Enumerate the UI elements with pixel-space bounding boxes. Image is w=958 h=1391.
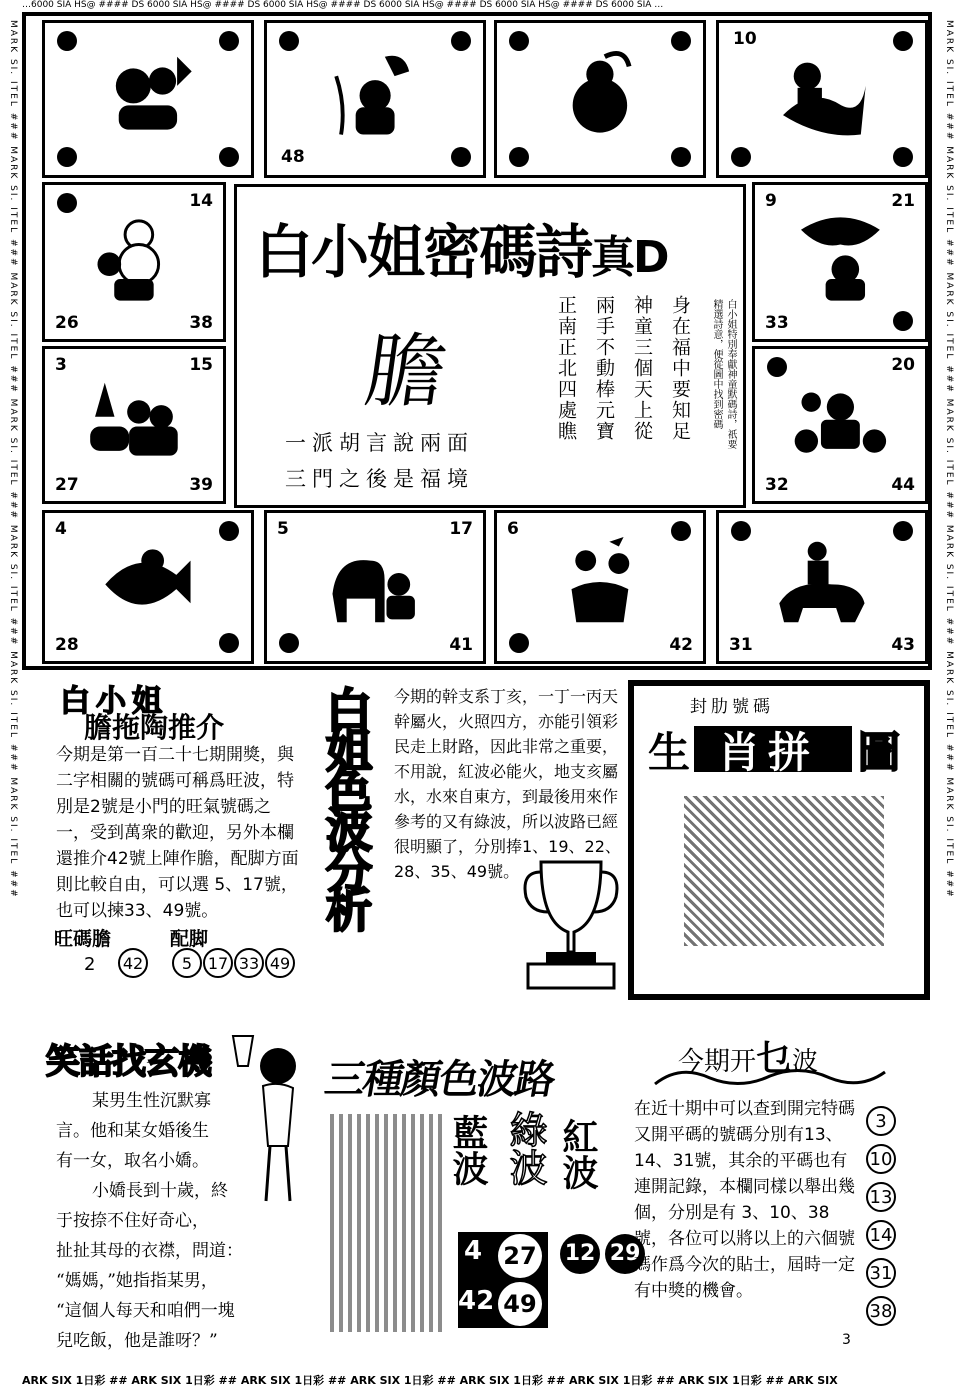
- number-ball-icon: [731, 521, 751, 541]
- number-ball-icon: [57, 31, 77, 51]
- zodiac-title-right: 圖: [858, 728, 901, 777]
- this-issue-title-pre: 今期开: [678, 1047, 757, 1077]
- tile-number-tr: 21: [891, 191, 915, 211]
- tile-r1c3: [494, 20, 706, 178]
- number-ball-icon: [279, 31, 299, 51]
- this-issue-number: 13: [866, 1182, 896, 1212]
- tile-number-br: 42: [669, 635, 693, 655]
- color-wave-title: 白姐色波分析: [319, 686, 373, 926]
- blue-number: 42: [458, 1286, 495, 1316]
- tile-r4c3: [494, 510, 706, 664]
- verse-column-4: 正南正北四處瞧: [555, 295, 577, 442]
- dan-heading-ghost: 白小姐: [60, 684, 168, 719]
- this-issue-number: 31: [866, 1258, 896, 1288]
- red-number-list: [560, 1234, 645, 1284]
- zodiac-ghost-title: 封肋號碼: [690, 697, 774, 717]
- blue-green-number-box: [458, 1232, 548, 1328]
- tile-r2c1: [42, 182, 226, 342]
- verse-column-2: 神童三個天上從: [631, 295, 653, 442]
- tile-r4c4: [716, 510, 928, 664]
- tile-number-tr: 14: [189, 191, 213, 211]
- child-with-crane-illustration: [306, 47, 444, 144]
- key-character: 膽: [359, 325, 453, 418]
- number-ball-icon: [893, 311, 913, 331]
- this-issue-title-post: 波: [792, 1047, 819, 1077]
- this-issue-number-list: [866, 1106, 896, 1334]
- note-column-1: 白小姐特別奉獻神童默碼詩，祇要: [725, 299, 736, 449]
- this-issue-body: 在近十期中可以查到開完特碼又開平碼的號碼分別有13、14、31號，其余的平碼也有連開記錄，本欄同樣以舉出幾個，分別是有 3、10、38號，各位可以將以上的六個號碼作爲今次的貼士，屆時一定有中獎的機會。: [634, 1099, 855, 1301]
- top-border-strip: …6000 SIA HS@ #### DS 6000 SIA HS@ #### DS 6000 SIA HS@ #### DS 6000 SIA HS@ #### DS 6000 SIA HS@ #### DS 6000 SIA …: [22, 0, 664, 10]
- tile-number-tr: 20: [891, 355, 915, 375]
- red-wave-label: 紅波: [557, 1118, 599, 1190]
- tile-number-tr: 15: [189, 355, 213, 375]
- pei-number-circle: 49: [265, 948, 295, 978]
- child-riding-ox-illustration: [756, 537, 888, 632]
- joke-line: 某男生性沉默寡: [92, 1091, 211, 1111]
- joke-title: 笑話找玄機: [46, 1042, 211, 1082]
- tile-r3c1: [42, 346, 226, 504]
- tile-number-br: 43: [891, 635, 915, 655]
- tile-number-tl: 5: [277, 519, 289, 539]
- number-ball-icon: [671, 31, 691, 51]
- verse-column-1: 身在福中要知足: [669, 295, 691, 442]
- joke-line: “媽媽，”她指指某男，: [56, 1271, 218, 1291]
- number-ball-icon: [509, 147, 529, 167]
- number-ball-icon: [279, 633, 299, 653]
- children-with-treasure-illustration: [77, 373, 191, 470]
- tile-number-br: 38: [189, 313, 213, 333]
- page-title: [255, 205, 668, 289]
- number-ball-icon: [893, 521, 913, 541]
- illustration-frame: [22, 12, 932, 670]
- tile-number-tl: 10: [733, 29, 757, 49]
- tile-r1c4: [716, 20, 928, 178]
- child-under-tree-illustration: [786, 210, 895, 309]
- child-among-flowers-illustration: [786, 373, 895, 470]
- tile-number-tl: 6: [507, 519, 519, 539]
- ornament-divider-icon: [650, 1064, 890, 1090]
- zodiac-title-left: 生: [648, 728, 691, 777]
- tile-number-tl: 3: [55, 355, 67, 375]
- tile-number-br: 39: [189, 475, 213, 495]
- dan-label: 旺碼膽: [54, 928, 112, 950]
- tile-r4c1: [42, 510, 254, 664]
- dan-heading: 膽拖陶推介: [84, 711, 225, 744]
- blue-number: 4: [464, 1236, 483, 1266]
- children-with-kite-illustration: [82, 47, 214, 144]
- joke-line: “這個人每天和咱們一塊: [56, 1301, 235, 1321]
- joke-line: 扯扯其母的衣襟，問道：: [56, 1241, 243, 1261]
- dan-number-list: [118, 948, 149, 978]
- color-wave-body: 今期的幹支系丁亥，一丁一丙天幹屬火，火照四方，亦能引領彩民走上財路，因此非常之重要，不用說，紅波必能火，地支亥屬水，水來自東方，到最後用來作參考的又有綠波，所以波路已經很明顯了，分別捧1、19、22、28、35、49號。: [394, 687, 621, 881]
- this-issue-title-mid: 乜: [756, 1037, 793, 1079]
- number-ball-icon: [219, 521, 239, 541]
- bottom-border-strip: ARK SIX 1日彩 ## ARK SIX 1日彩 ## ARK SIX 1日彩 ## ARK SIX 1日彩 ## ARK SIX 1日彩 ## ARK SIX 1日彩 ## ARK SIX 1日彩 ## ARK SIX: [22, 1374, 838, 1387]
- title-main: 白小姐密碼詩: [255, 218, 592, 286]
- child-with-fish-illustration: [82, 537, 214, 632]
- pei-number-circle: 33: [234, 948, 264, 978]
- tile-number-br: 41: [449, 635, 473, 655]
- green-number: 27: [498, 1234, 542, 1278]
- poem-panel: [234, 184, 746, 508]
- this-issue-number: 10: [866, 1144, 896, 1174]
- red-number: 29: [605, 1234, 645, 1274]
- tile-number-bl: 33: [765, 313, 789, 333]
- three-colors-title: 三種顏色波路: [321, 1056, 558, 1103]
- child-with-peach-illustration: [534, 47, 666, 144]
- number-ball-icon: [451, 31, 471, 51]
- dan-body: 今期是第一百二十七期開獎，與二字相關的號碼可稱爲旺波，特別是2號是小門的旺氣號碼之一，受到萬衆的歡迎，另外本欄還推介42號上陣作膽，配脚方面則比較自由，可以選 5、17號，也可以揀33、49號。: [56, 745, 299, 921]
- child-riding-dragon-illustration: [756, 47, 888, 144]
- children-with-elephant-illustration: [306, 537, 444, 632]
- number-ball-icon: [219, 147, 239, 167]
- pei-number-circle: 17: [203, 948, 233, 978]
- note-column-2: 精選詩意，便從圖中找到密碼: [711, 299, 722, 429]
- tile-r4c2: [264, 510, 486, 664]
- three-colors-pattern: [330, 1114, 444, 1332]
- tile-number-bl: 28: [55, 635, 79, 655]
- blue-wave-label: 藍波: [447, 1114, 489, 1186]
- tile-number-bl: 26: [55, 313, 79, 333]
- poem-line-2: 三門之後是福境: [285, 467, 474, 491]
- number-ball-icon: [671, 147, 691, 167]
- number-ball-icon: [57, 193, 77, 213]
- trophy-icon: [516, 852, 626, 990]
- tile-number-bl: 27: [55, 475, 79, 495]
- number-ball-icon: [893, 147, 913, 167]
- pei-label: 配脚: [170, 928, 209, 950]
- red-number: 12: [560, 1234, 600, 1274]
- zodiac-title: 肖拼: [718, 728, 819, 777]
- pei-number-list: [172, 948, 296, 978]
- number-ball-icon: [731, 147, 751, 167]
- number-ball-icon: [509, 633, 529, 653]
- number-ball-icon: [671, 521, 691, 541]
- joke-line: 于按捺不住好奇心，: [56, 1211, 209, 1231]
- right-border-strip: MARK SI. ITEL ### MARK SI. ITEL ### MARK SI. ITEL ### MARK SI. ITEL ### MARK SI. ITEL ### MARK SI. ITEL ### MARK SI. ITEL ###: [944, 20, 954, 899]
- number-ball-icon: [219, 633, 239, 653]
- dan-number-plain: 2: [84, 954, 96, 975]
- number-ball-icon: [219, 31, 239, 51]
- tile-number-br: 44: [891, 475, 915, 495]
- verse-column-3: 兩手不動棒元寶: [593, 295, 615, 442]
- tile-number-bl: 32: [765, 475, 789, 495]
- number-ball-icon: [893, 31, 913, 51]
- number-ball-icon: [57, 147, 77, 167]
- number-ball-icon: [509, 31, 529, 51]
- zodiac-puzzle-image: [684, 796, 884, 946]
- green-number: 49: [498, 1282, 542, 1326]
- this-issue-number: 38: [866, 1296, 896, 1326]
- tile-number-tl: 9: [765, 191, 777, 211]
- tile-number-bl: 48: [281, 147, 305, 167]
- tile-number-tr: 17: [449, 519, 473, 539]
- number-ball-icon: [767, 357, 787, 377]
- dan-number-circle: 42: [118, 948, 148, 978]
- children-with-vase-illustration: [534, 537, 666, 632]
- joke-line: 言。他和某女婚後生: [56, 1121, 209, 1141]
- left-border-strip: MARK SI. ITEL ### MARK SI. ITEL ### MARK SI. ITEL ### MARK SI. ITEL ### MARK SI. ITEL ### MARK SI. ITEL ### MARK SI. ITEL ###: [8, 20, 18, 899]
- number-ball-icon: [451, 147, 471, 167]
- this-issue-number: 3: [866, 1106, 896, 1136]
- joke-line: 小嬌長到十歲，終: [92, 1181, 228, 1201]
- title-tail: 真D: [591, 232, 668, 283]
- tile-number-tl: 4: [55, 519, 67, 539]
- joke-line: 兒吃飯，他是誰呀？”: [56, 1331, 218, 1351]
- zodiac-panel: [628, 680, 930, 1000]
- green-wave-label: 綠波: [503, 1110, 547, 1186]
- pei-number-circle: 5: [172, 948, 202, 978]
- tile-number-bl: 31: [729, 635, 753, 655]
- poem-line-1: 一派胡言說兩面: [285, 431, 474, 455]
- joke-line: 有一女，取名小嬌。: [56, 1151, 209, 1171]
- this-issue-number: 14: [866, 1220, 896, 1250]
- children-with-snowman-illustration: [77, 210, 191, 309]
- page-number: 3: [842, 1332, 851, 1348]
- tile-r1c1: [42, 20, 254, 178]
- tile-r2c4: [752, 182, 928, 342]
- tile-r3c4: [752, 346, 928, 504]
- joke-body: [56, 1086, 306, 1356]
- tile-r1c2: [264, 20, 486, 178]
